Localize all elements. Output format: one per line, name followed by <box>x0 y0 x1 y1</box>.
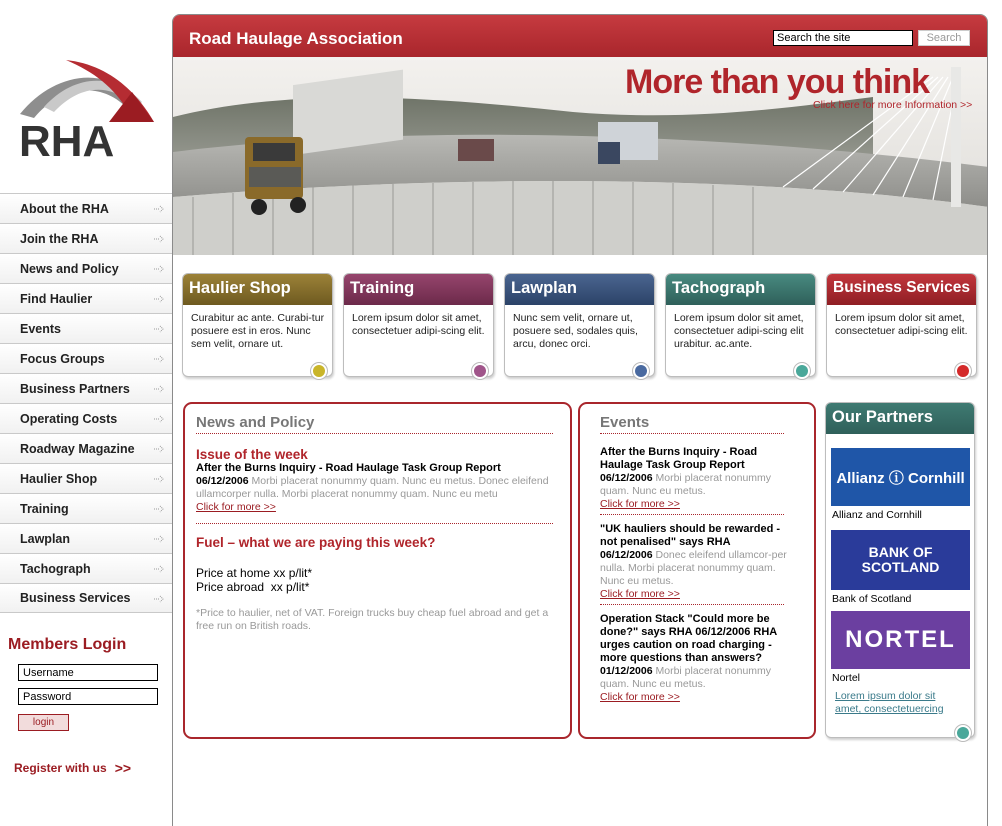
logo-text: RHA <box>19 117 115 166</box>
issue-read-more-link[interactable]: Click for more >> <box>196 501 276 513</box>
event-date: 06/12/2006 <box>600 549 653 561</box>
sidebar-item-label: Operating Costs <box>20 411 118 426</box>
event-summary <box>600 549 790 588</box>
register-arrow: >> <box>114 760 132 776</box>
partners-link[interactable]: Lorem ipsum dolor sit amet, consectetuercing <box>835 690 944 715</box>
go-arrow-icon[interactable] <box>632 362 650 380</box>
banner-headline: More than you think <box>625 63 929 101</box>
arrow-right-icon <box>154 595 164 603</box>
sidebar-item-label: Business Partners <box>20 381 130 396</box>
sidebar-item-training[interactable] <box>0 493 172 523</box>
go-arrow-icon[interactable] <box>471 362 489 380</box>
issue-date: 06/12/2006 <box>196 475 249 487</box>
card-haulier-shop[interactable] <box>182 273 333 377</box>
banner-link[interactable]: Click here for more Information >> <box>813 99 973 111</box>
event-headline: After the Burns Inquiry - Road Haulage Task Group Report <box>600 446 758 471</box>
search-button[interactable]: Search <box>918 30 970 46</box>
issue-text: Morbi placerat nonummy quam. Nunc eu metus. Donec eleifend ullamcorper nulla. Morbi placerat nonummy quam. Nunc eu metu <box>196 475 549 500</box>
event-headline: Operation Stack "Could more be done?" says RHA 06/12/2006 RHA urges caution on road charging - more questions than answers? <box>600 613 777 664</box>
arrow-right-icon <box>154 235 164 243</box>
partner-logo-text: NORTEL <box>845 626 956 653</box>
register-link[interactable] <box>14 760 131 776</box>
news-panel <box>183 402 572 739</box>
event-text: Morbi placerat nonummy quam. Nunc eu metus. <box>600 665 772 690</box>
arrow-right-icon <box>154 295 164 303</box>
go-arrow-icon[interactable] <box>954 724 972 742</box>
issue-summary <box>196 475 560 501</box>
sidebar-item-haulier-shop[interactable] <box>0 463 172 493</box>
price-home: Price at home xx p/lit* <box>196 566 313 580</box>
password-field[interactable] <box>18 688 158 705</box>
event-date: 06/12/2006 <box>600 472 653 484</box>
sidebar-item-tachograph[interactable] <box>0 553 172 583</box>
sidebar-item-label: Roadway Magazine <box>20 441 135 456</box>
card-title: Business Services <box>827 274 976 305</box>
event-read-more-link[interactable]: Click for more >> <box>600 691 680 703</box>
partner-logo-text: BANK OF SCOTLAND <box>861 544 940 575</box>
go-arrow-icon[interactable] <box>954 362 972 380</box>
event-text: Morbi placerat nonummy quam. Nunc eu metus. <box>600 472 772 497</box>
divider <box>196 523 553 524</box>
nortel-logo[interactable] <box>831 611 970 669</box>
event-read-more-link[interactable]: Click for more >> <box>600 588 680 600</box>
username-field[interactable] <box>18 664 158 681</box>
event-summary <box>600 665 790 691</box>
card-title: Training <box>344 274 493 305</box>
search-input[interactable] <box>773 30 913 46</box>
sidebar-item-operating-costs[interactable] <box>0 403 172 433</box>
sidebar-item-label: Tachograph <box>20 561 91 576</box>
site-title: Road Haulage Association <box>189 29 403 48</box>
event-text: Donec eleifend ullamcor-per nulla. Morbi placerat nonummy quam. Nunc eu metus. <box>600 549 787 587</box>
card-lawplan[interactable] <box>504 273 655 377</box>
rha-logo[interactable] <box>14 52 159 167</box>
sidebar-item-roadway-magazine[interactable] <box>0 433 172 463</box>
event-read-more-link[interactable]: Click for more >> <box>600 498 680 510</box>
sidebar-item-label: Focus Groups <box>20 351 105 366</box>
issue-headline: After the Burns Inquiry - Road Haulage Task Group Report <box>196 462 501 474</box>
sidebar-nav <box>0 193 172 613</box>
register-label: Register with us <box>14 761 107 775</box>
sidebar-item-news[interactable] <box>0 253 172 283</box>
fuel-heading: Fuel – what we are paying this week? <box>196 535 436 550</box>
partner-name: Allianz and Cornhill <box>832 509 922 521</box>
card-body: Lorem ipsum dolor sit amet, consectetuer adipi-scing elit. <box>835 312 968 337</box>
login-title: Members Login <box>8 636 127 653</box>
card-title: Lawplan <box>505 274 654 305</box>
sidebar-item-label: Find Haulier <box>20 291 93 306</box>
arrow-right-icon <box>154 265 164 273</box>
sidebar-item-events[interactable] <box>0 313 172 343</box>
arrow-right-icon <box>154 535 164 543</box>
sidebar-item-business-services[interactable] <box>0 583 172 613</box>
partner-name: Nortel <box>832 672 861 684</box>
sidebar-item-label: Haulier Shop <box>20 471 98 486</box>
partner-logo-text: Allianz ⓘ Cornhill <box>836 469 965 487</box>
sidebar-item-label: Lawplan <box>20 531 71 546</box>
panel-title: Events <box>600 414 784 434</box>
divider <box>600 514 784 515</box>
arrow-right-icon <box>154 415 164 423</box>
arrow-right-icon <box>154 325 164 333</box>
event-headline: "UK hauliers should be rewarded - not penalised" says RHA <box>600 523 781 548</box>
sidebar-item-find-haulier[interactable] <box>0 283 172 313</box>
partners-title: Our Partners <box>826 403 974 434</box>
sidebar-item-lawplan[interactable] <box>0 523 172 553</box>
divider <box>600 604 784 605</box>
card-body: Nunc sem velit, ornare ut, posuere sed, sodales quis, arcu, donec orci. <box>513 312 638 350</box>
event-item <box>600 523 790 600</box>
sidebar-item-about[interactable] <box>0 193 172 223</box>
issue-heading: Issue of the week <box>196 447 308 462</box>
sidebar-item-label: About the RHA <box>20 201 109 216</box>
site-header <box>173 15 987 57</box>
price-abroad: Price abroad xx p/lit* <box>196 580 310 594</box>
event-summary <box>600 472 790 498</box>
sidebar-item-label: Training <box>20 501 69 516</box>
panel-title: News and Policy <box>196 414 553 434</box>
sidebar-item-focus-groups[interactable] <box>0 343 172 373</box>
partner-name: Bank of Scotland <box>832 593 912 605</box>
go-arrow-icon[interactable] <box>793 362 811 380</box>
sidebar-item-label: Events <box>20 321 61 336</box>
bank-of-scotland-logo[interactable] <box>831 530 970 590</box>
arrow-right-icon <box>154 385 164 393</box>
sidebar-item-join[interactable] <box>0 223 172 253</box>
event-item <box>600 446 790 510</box>
fuel-footnote: *Price to haulier, net of VAT. Foreign trucks buy cheap fuel abroad and get a free run on British roads. <box>196 607 549 632</box>
card-body: Curabitur ac ante. Curabi-tur posuere est in eros. Nunc sem velit, ornare ut. <box>191 312 325 350</box>
login-button[interactable]: login <box>18 714 69 731</box>
arrow-right-icon <box>154 445 164 453</box>
event-item <box>600 613 790 703</box>
card-body: Lorem ipsum dolor sit amet, consectetuer adipi-scing elit urabitur. ac.ante. <box>674 312 804 350</box>
card-body: Lorem ipsum dolor sit amet, consectetuer adipi-scing elit. <box>352 312 485 337</box>
sidebar-item-label: News and Policy <box>20 261 119 276</box>
card-training[interactable] <box>343 273 494 377</box>
arrow-right-icon <box>154 505 164 513</box>
card-tachograph[interactable] <box>665 273 816 377</box>
card-title: Tachograph <box>666 274 815 305</box>
card-business-services[interactable] <box>826 273 977 377</box>
sidebar-item-business-partners[interactable] <box>0 373 172 403</box>
hero-banner <box>173 57 987 255</box>
sidebar-item-label: Business Services <box>20 591 131 605</box>
arrow-right-icon <box>154 475 164 483</box>
arrow-right-icon <box>154 355 164 363</box>
arrow-right-icon <box>154 565 164 573</box>
allianz-cornhill-logo[interactable] <box>831 448 970 506</box>
events-panel <box>578 402 816 739</box>
members-login <box>8 636 168 731</box>
sidebar-item-label: Join the RHA <box>20 231 99 246</box>
go-arrow-icon[interactable] <box>310 362 328 380</box>
arrow-right-icon <box>154 205 164 213</box>
partners-panel <box>825 402 975 738</box>
card-title: Haulier Shop <box>183 274 332 305</box>
event-date: 01/12/2006 <box>600 665 653 677</box>
